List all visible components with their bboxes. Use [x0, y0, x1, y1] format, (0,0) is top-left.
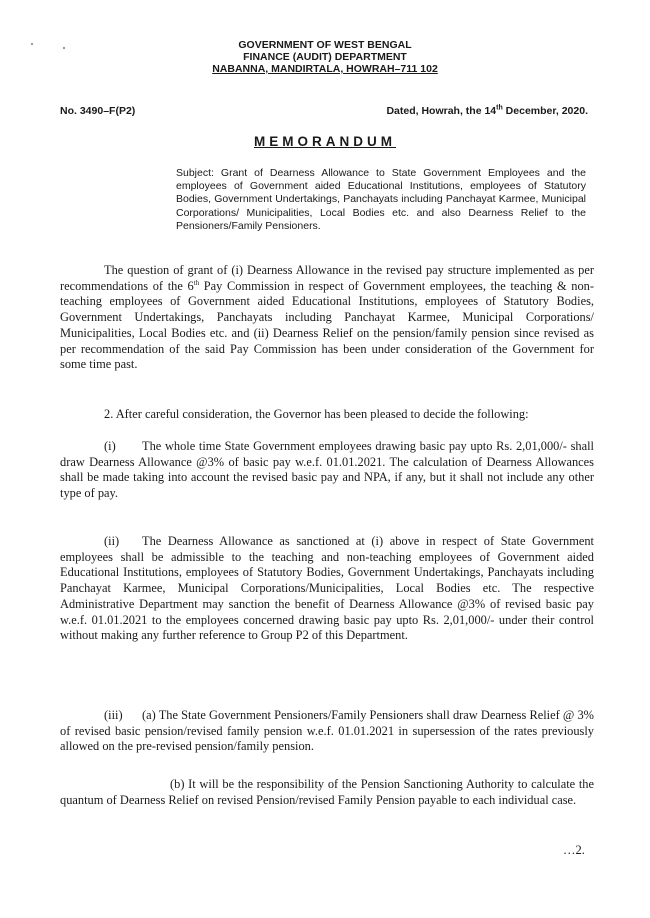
item-i: (i) The whole time State Government employees drawing basic pay upto Rs. 2,01,000/- shall draw Dearness Allowance @3% of basic pay w.e.f. 01.01.2021. The calculation of Dearness Allowances shall be made taking into account the revised basic pay and NPA, if any, but it shall not include any other type of pay.	[60, 439, 594, 501]
subject: Subject: Grant of Dearness Allowance to State Government Employees and the employees of Government aided Educational Institutions, employees of Statutory Bodies, Government Undertakings, Panchayats including Panchayat Karmee, Municipal Corporations/ Municipalities, Local Bodies etc. and also Dearness Relief to the Pensioners/Family Pensioners.	[176, 167, 586, 232]
memo-number: No. 3490–F(P2)	[60, 105, 136, 117]
govt-name: GOVERNMENT OF WEST BENGAL	[238, 39, 412, 51]
memo-date: Dated, Howrah, the 14th December, 2020.	[386, 104, 588, 117]
department-name: FINANCE (AUDIT) DEPARTMENT	[243, 51, 407, 63]
memo-title: MEMORANDUM	[254, 134, 396, 149]
continuation-mark: …2.	[563, 843, 585, 857]
item-iii-b: (b) It will be the responsibility of the Pension Sanctioning Authority to calculate the quantum of Dearness Relief on revised Pension/revised Family Pension payable to each individual case.	[60, 777, 594, 807]
para-2: 2. After careful consideration, the Governor has been pleased to decide the following:	[104, 407, 529, 421]
para-1: The question of grant of (i) Dearness Allowance in the revised pay structure implemented as per recommendations of the 6th Pay Commission in respect of Government employees, the teaching & non-teaching employees of Government aided Educational Institutions, employees of Statutory Bodies, Government Undertakings, Panchayats including Panchayat Karmee, Municipal Corporations/ Municipalities, Local Bodies etc. and (ii) Dearness Relief on the pension/family pension since revised as per recommendation of the said Pay Commission has been under consideration of the Government for some time past.	[60, 263, 595, 372]
office-address: NABANNA, MANDIRTALA, HOWRAH–711 102	[212, 63, 438, 75]
item-ii: (ii) The Dearness Allowance as sanctioned at (i) above in respect of State Government employees shall be admissible to the teaching and non-teaching employees of Government aided Educational Institutions, employees of Statutory Bodies, Government Undertakings, Panchayats including Panchayat Karmee, Municipal Corporations/Municipalities, Local Bodies etc. The respective Administrative Department may sanction the benefit of Dearness Allowance @3% of revised basic pay w.e.f. 01.01.2021 to the employees concerned drawing basic pay upto Rs. 2,01,000/- under their control without making any further reference to Group P2 of this Department.	[60, 534, 594, 643]
item-iii-a: (iii) (a) The State Government Pensioners/Family Pensioners shall draw Dearness Relief @ 3% of revised basic pension/revised family pension w.e.f. 01.01.2021 in supersession of the rates previously allowed on the pre-revised pension/family pension.	[60, 708, 594, 754]
